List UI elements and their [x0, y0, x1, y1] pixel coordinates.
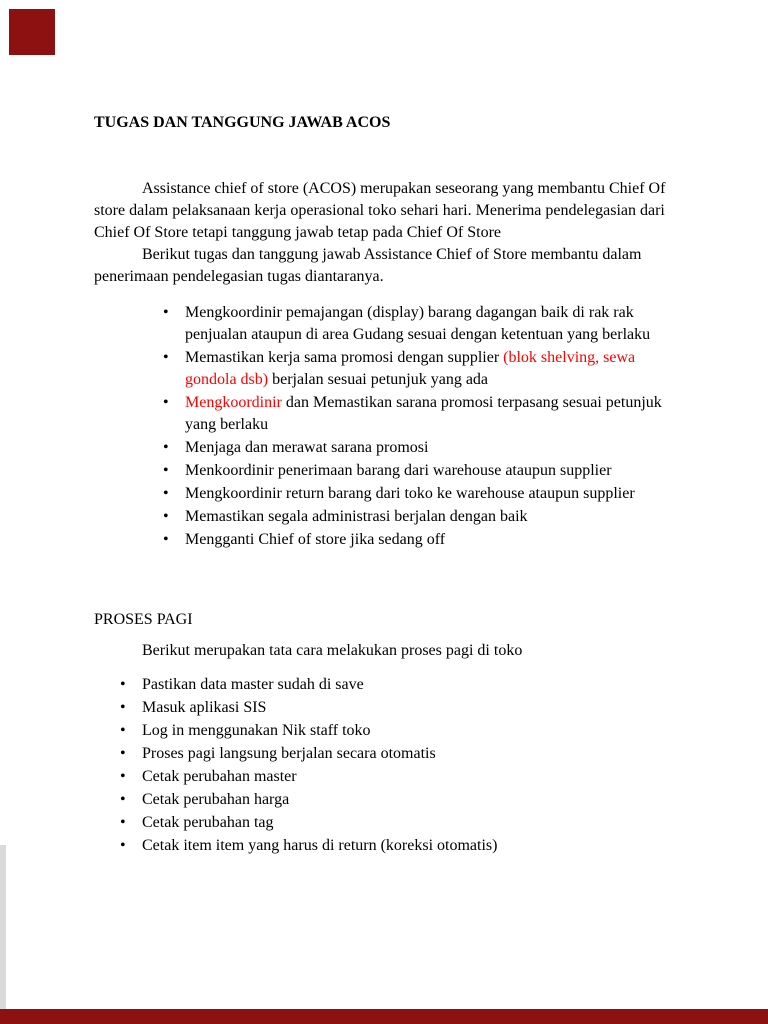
- page-corner-mark: [9, 9, 55, 55]
- section-heading-proses-pagi: PROSES PAGI: [94, 611, 193, 628]
- intro-paragraph-1: Assistance chief of store (ACOS) merupakan seseorang yang membantu Chief Of store dalam pelaksanaan kerja operasional toko sehari hari. Menerima pendelegasian dari Chief Of Store tetapi tanggung jawab tetap pada Chief Of Store: [94, 180, 666, 241]
- highlighted-text: (blok shelving, sewa gondola dsb): [185, 349, 636, 388]
- list-item: • Cetak perubahan harga: [142, 789, 672, 811]
- list-item-text: berjalan sesuai petunjuk yang ada: [268, 371, 489, 388]
- list-item-text: Menjaga dan merawat sarana promosi: [185, 439, 429, 456]
- proses-pagi-intro: Berikut merupakan tata cara melakukan proses pagi di toko: [142, 642, 523, 659]
- highlighted-text: Mengkoordinir: [185, 394, 282, 411]
- list-item-text: Mengkoordinir pemajangan (display) barang dagangan baik di rak rak penjualan ataupun di area Gudang sesuai dengan ketentuan yang berlaku: [185, 304, 651, 343]
- list-item-text: Mengkoordinir return barang dari toko ke warehouse ataupun supplier: [185, 485, 635, 502]
- list-item: • Log in menggunakan Nik staff toko: [142, 720, 672, 742]
- bottom-bar: [0, 1009, 768, 1024]
- list-item: [185, 302, 672, 346]
- list-item: • Masuk aplikasi SIS: [142, 697, 672, 719]
- list-item: • Cetak perubahan tag: [142, 812, 672, 834]
- list-item: [185, 529, 672, 551]
- intro-paragraph-2: Berikut tugas dan tanggung jawab Assistance Chief of Store membantu dalam penerimaan pendelegasian tugas diantaranya.: [94, 246, 642, 285]
- list-item-text: Mengganti Chief of store jika sedang off: [185, 531, 446, 548]
- list-item-text: Memastikan segala administrasi berjalan dengan baik: [185, 508, 528, 525]
- list-item: [185, 506, 672, 528]
- left-edge-shadow: [0, 845, 6, 1010]
- list-item-text: dan Memastikan sarana promosi terpasang sesuai petunjuk yang berlaku: [185, 394, 662, 433]
- list-item: • Cetak item item yang harus di return (koreksi otomatis): [142, 835, 672, 857]
- list-item-text: Menkoordinir penerimaan barang dari warehouse ataupun supplier: [185, 462, 612, 479]
- document-page: [94, 112, 672, 858]
- list-item: [185, 483, 672, 505]
- document-title: TUGAS DAN TANGGUNG JAWAB ACOS: [94, 114, 391, 131]
- list-item: • Proses pagi langsung berjalan secara otomatis: [142, 743, 672, 765]
- list-item: [185, 392, 672, 436]
- list-item-text: Memastikan kerja sama promosi dengan supplier: [185, 349, 504, 366]
- list-item: [185, 437, 672, 459]
- tasks-list: [94, 302, 672, 551]
- list-item: • Pastikan data master sudah di save: [142, 674, 672, 696]
- list-item: • Cetak perubahan master: [142, 766, 672, 788]
- list-item: [185, 347, 672, 391]
- list-item: [185, 460, 672, 482]
- proses-pagi-list: [94, 674, 672, 857]
